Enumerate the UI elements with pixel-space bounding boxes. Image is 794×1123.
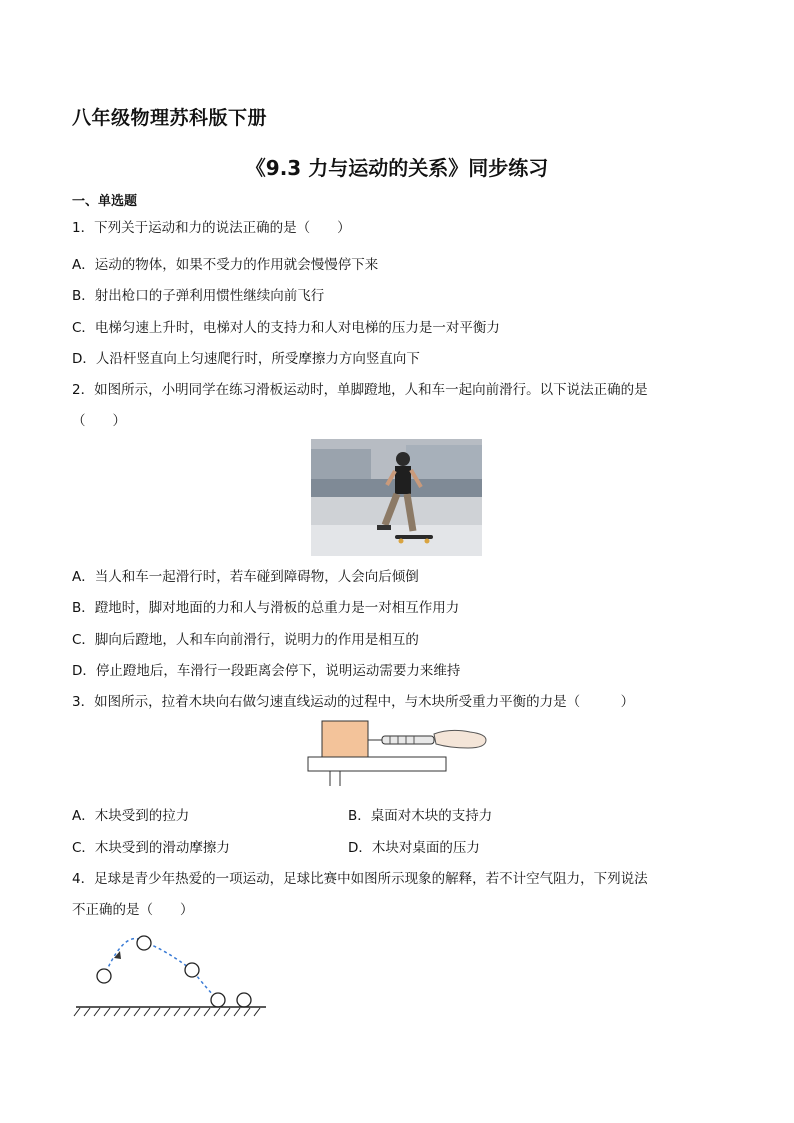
ball-bounce-trajectory [70,928,270,1020]
page-title: 《9.3 力与运动的关系》同步练习 [245,156,549,180]
question-2-stem-cont: （ ） [72,413,126,429]
question-4-stem: 4．足球是青少年热爱的一项运动，足球比赛中如图所示现象的解释，若不计空气阻力，下列说法 [72,871,648,887]
section-label: 一、单选题 [72,194,138,209]
question-2-option-c: C．脚向后蹬地，人和车向前滑行，说明力的作用是相互的 [72,632,419,648]
question-2-option-b: B．蹬地时，脚对地面的力和人与滑板的总重力是一对相互作用力 [72,600,460,616]
question-3-option-d: D．木块对桌面的压力 [348,840,480,856]
series-title: 八年级物理苏科版下册 [72,107,268,129]
question-2-option-a: A．当人和车一起滑行时，若车碰到障碍物，人会向后倾倒 [72,569,419,585]
question-3-option-c: C．木块受到的滑动摩擦力 [72,840,230,856]
question-3-option-a: A．木块受到的拉力 [72,808,190,824]
question-1-option-d: D．人沿杆竖直向上匀速爬行时，所受摩擦力方向竖直向下 [72,351,420,367]
question-3-option-b: B．桌面对木块的支持力 [348,808,493,824]
question-1-option-b: B．射出枪口的子弹利用惯性继续向前飞行 [72,288,325,304]
block-pulled-by-spring-scale [300,718,492,790]
question-1-stem: 1．下列关于运动和力的说法正确的是（ ） [72,220,351,236]
question-2-stem: 2．如图所示，小明同学在练习滑板运动时，单脚蹬地，人和车一起向前滑行。以下说法正确的是 [72,382,648,398]
question-4-stem-cont: 不正确的是（ ） [72,902,194,918]
question-2-option-d: D．停止蹬地后，车滑行一段距离会停下，说明运动需要力来维持 [72,663,461,679]
question-3-stem: 3．如图所示，拉着木块向右做匀速直线运动的过程中，与木块所受重力平衡的力是（ ） [72,694,635,710]
question-1-option-c: C．电梯匀速上升时，电梯对人的支持力和人对电梯的压力是一对平衡力 [72,320,500,336]
question-1-option-a: A．运动的物体，如果不受力的作用就会慢慢停下来 [72,257,379,273]
skateboard-photo [311,439,482,556]
